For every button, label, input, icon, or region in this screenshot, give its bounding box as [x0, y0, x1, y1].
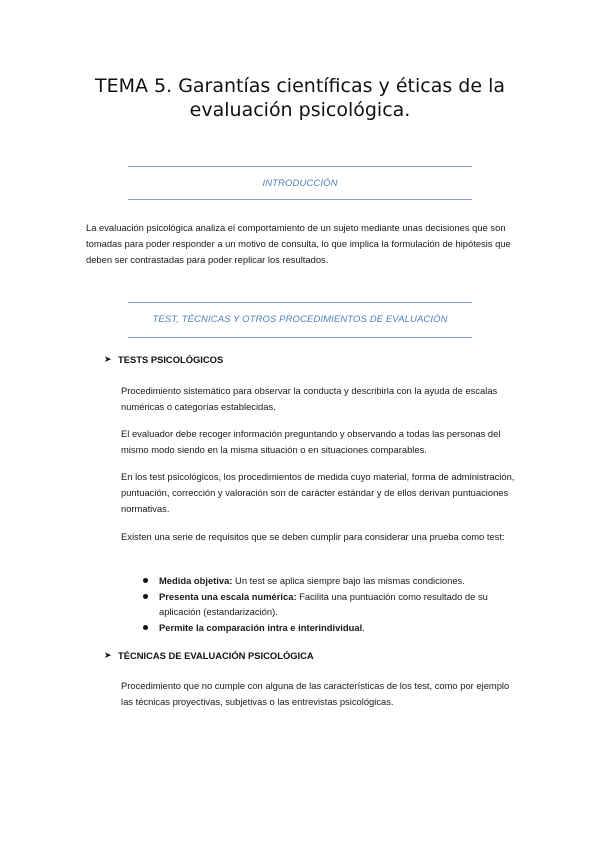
- section2-heading: TEST, TÉCNICAS Y OTROS PROCEDIMIENTOS DE EVALUACIÓN: [152, 314, 448, 325]
- tests-paragraph-1: Procedimiento sistemático para observar la conducta y describirla con la ayuda de escalas numéricas o categorías establecidas.: [121, 385, 498, 412]
- tests-heading: TESTS PSICOLÓGICOS: [118, 354, 224, 365]
- list-item: [140, 620, 520, 636]
- bullet-dot-icon: [143, 578, 148, 583]
- document-title: [60, 74, 540, 122]
- intro-paragraph: La evaluación psicológica analiza el comportamiento de un sujeto mediante unas decisiones que son tomadas para poder responder a un motivo de consulta, lo que implica la formulación de hipótesis que deben ser contrastadas para poder replicar los resultados.: [86, 222, 511, 265]
- bullet-bold: Medida objetiva:: [159, 575, 233, 586]
- section2-bottom-rule: [128, 337, 472, 338]
- tecnicas-subheading: [104, 650, 314, 661]
- bullet-dot-icon: [143, 625, 148, 630]
- tests-paragraph-2: El evaluador debe recoger información preguntando y observando a todas las personas del mismo modo siendo en la misma situación o en situaciones comparables.: [121, 428, 501, 455]
- arrow-bullet-icon: ➤: [104, 650, 112, 660]
- intro-heading: INTRODUCCIÓN: [262, 178, 338, 189]
- tests-paragraph-3: En los test psicológicos, los procedimientos de medida cuyo material, forma de administración, puntuación, corrección y valoración son de carácter estándar y de ellos derivan puntuaciones normativas.: [121, 471, 515, 514]
- section2-top-rule: [128, 302, 472, 303]
- title-line-2: evaluación psicológica.: [189, 99, 411, 121]
- title-line-1: TEMA 5. Garantías científicas y éticas de la: [94, 75, 505, 97]
- list-item: [140, 573, 520, 589]
- bullet-text: Facilita una puntuación como resultado de su aplicación (estandarización).: [159, 590, 488, 618]
- requirements-list: [140, 573, 520, 635]
- tecnicas-heading: TÉCNICAS DE EVALUACIÓN PSICOLÓGICA: [118, 650, 314, 661]
- tests-subheading: [104, 354, 223, 365]
- bullet-text: .: [362, 621, 365, 633]
- tecnicas-paragraph-1: Procedimiento que no cumple con alguna de las características de los test, como por ejemplo las técnicas proyectivas, subjetivas o las entrevistas psicológicas.: [121, 680, 510, 707]
- tests-paragraph-4: Existen una serie de requisitos que se deben cumplir para considerar una prueba como test:: [121, 531, 505, 542]
- bullet-dot-icon: [143, 594, 148, 599]
- bullet-bold: Presenta una escala numérica:: [159, 590, 297, 602]
- intro-bottom-rule: [128, 199, 472, 200]
- arrow-bullet-icon: ➤: [104, 354, 112, 364]
- intro-top-rule: [128, 166, 472, 167]
- bullet-text: Un test se aplica siempre bajo las mismas condiciones.: [232, 575, 465, 586]
- list-item: [140, 589, 520, 620]
- bullet-bold: Permite la comparación intra e interindividual: [159, 621, 363, 633]
